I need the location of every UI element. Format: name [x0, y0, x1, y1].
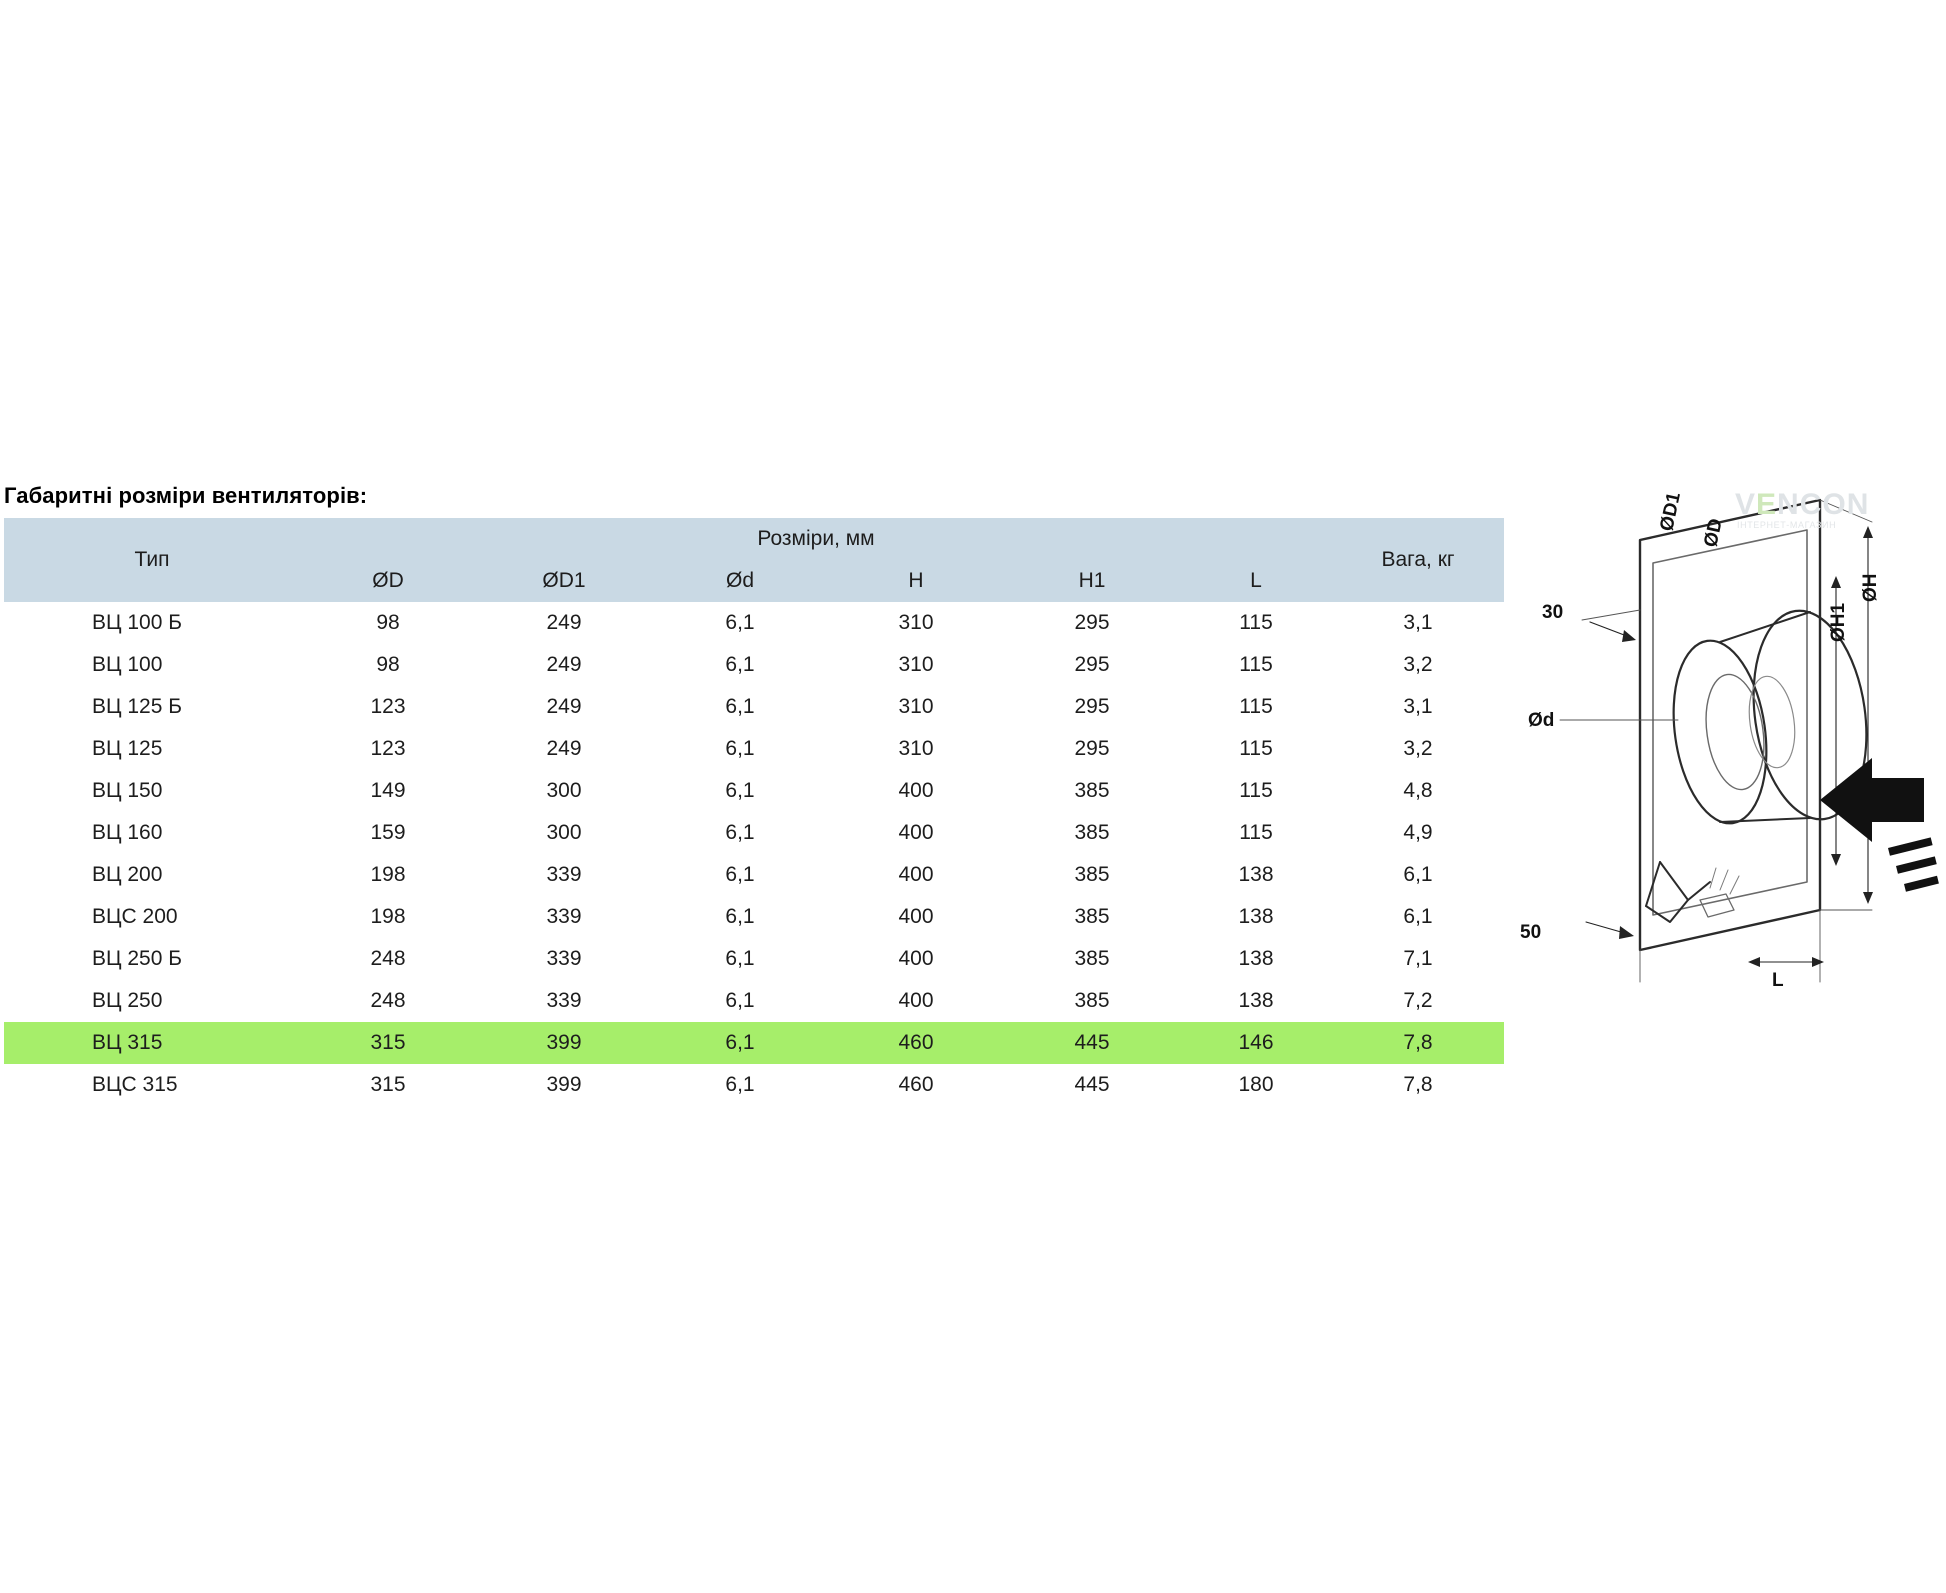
cell-dd: 6,1	[725, 779, 755, 802]
column-header-d: ØD	[300, 560, 476, 602]
table-row	[4, 1022, 1504, 1064]
table-row	[4, 854, 1504, 896]
cell-d1: 339	[546, 989, 582, 1012]
cell-l: 138	[1238, 905, 1274, 928]
drawing-label-h1: ØH1	[1828, 602, 1849, 642]
cell-dd: 6,1	[725, 989, 755, 1012]
cell-weight: 4,8	[1403, 779, 1433, 802]
brand-watermark-subtitle: ІНТЕРНЕТ-МАГАЗИН	[1737, 520, 1837, 530]
cell-d1: 399	[546, 1073, 582, 1096]
cell-d1: 339	[546, 863, 582, 886]
watermark-text-before: V	[1735, 488, 1757, 521]
cell-weight: 6,1	[1403, 863, 1433, 886]
table-row	[4, 980, 1504, 1022]
cell-h1: 385	[1074, 989, 1110, 1012]
cell-dd: 6,1	[652, 1022, 828, 1064]
cell-weight: 6,1	[1403, 905, 1433, 928]
cell-h1: 295	[1074, 695, 1110, 718]
dimensions-table	[4, 518, 1504, 1106]
cell-h: 310	[898, 737, 934, 760]
cell-d: 198	[370, 863, 406, 886]
cell-h1: 385	[1074, 821, 1110, 844]
drawing-label-dd: Ød	[1528, 710, 1555, 731]
cell-type: ВЦ 315	[4, 1022, 300, 1064]
cell-dd: 6,1	[725, 737, 755, 760]
drawing-label-l: L	[1772, 970, 1784, 991]
cell-dd: 6,1	[725, 695, 755, 718]
watermark-text-after: NCON	[1777, 488, 1870, 521]
column-header-h1: H1	[1004, 560, 1180, 602]
drawing-label-50: 50	[1520, 922, 1542, 943]
column-header-dd: Ød	[652, 560, 828, 602]
cell-d: 123	[370, 695, 406, 718]
cell-type: ВЦ 100	[92, 653, 163, 676]
cell-d: 248	[370, 947, 406, 970]
cell-h: 400	[898, 779, 934, 802]
cell-h1: 385	[1074, 863, 1110, 886]
cell-h1: 295	[1074, 737, 1110, 760]
cell-weight: 3,1	[1403, 611, 1433, 634]
cell-weight: 7,8	[1403, 1073, 1433, 1096]
cell-l: 138	[1238, 947, 1274, 970]
cell-weight: 7,1	[1403, 947, 1433, 970]
cell-d: 315	[300, 1022, 476, 1064]
watermark-text-accent: E	[1756, 488, 1778, 521]
table-body	[4, 602, 1504, 1106]
cell-d1: 249	[546, 611, 582, 634]
cell-type: ВЦС 315	[92, 1073, 178, 1096]
cell-d1: 300	[546, 779, 582, 802]
cell-d1: 339	[546, 947, 582, 970]
cell-type: ВЦС 200	[92, 905, 178, 928]
cell-h: 310	[898, 653, 934, 676]
cell-d: 98	[376, 653, 400, 676]
cell-l: 138	[1238, 863, 1274, 886]
cell-dd: 6,1	[725, 947, 755, 970]
table-row	[4, 896, 1504, 938]
table-row	[4, 686, 1504, 728]
cell-weight: 3,2	[1403, 653, 1433, 676]
cell-type: ВЦ 125	[92, 737, 163, 760]
cell-type: ВЦ 160	[92, 821, 163, 844]
cell-d: 248	[370, 989, 406, 1012]
cell-d: 149	[370, 779, 406, 802]
cell-l: 115	[1239, 653, 1273, 676]
cell-weight: 3,1	[1403, 695, 1433, 718]
table-row	[4, 602, 1504, 644]
cell-h: 310	[898, 611, 934, 634]
cell-l: 180	[1238, 1073, 1274, 1096]
cell-dd: 6,1	[725, 611, 755, 634]
cell-weight: 7,8	[1332, 1022, 1504, 1064]
cell-h1: 295	[1074, 611, 1110, 634]
cell-l: 146	[1180, 1022, 1332, 1064]
cell-d1: 399	[476, 1022, 652, 1064]
cell-h: 460	[898, 1073, 934, 1096]
drawing-label-30: 30	[1542, 602, 1564, 623]
column-header-h: H	[828, 560, 1004, 602]
cell-dd: 6,1	[725, 821, 755, 844]
cell-d1: 249	[546, 695, 582, 718]
table-row	[4, 770, 1504, 812]
cell-type: ВЦ 125 Б	[92, 695, 183, 718]
cell-l: 138	[1238, 989, 1274, 1012]
column-header-weight: Вага, кг	[1332, 518, 1504, 602]
cell-d: 98	[376, 611, 400, 634]
brand-watermark	[1735, 488, 1869, 522]
cell-d1: 300	[546, 821, 582, 844]
table-row	[4, 644, 1504, 686]
table-row	[4, 812, 1504, 854]
cell-type: ВЦ 200	[92, 863, 163, 886]
cell-h1: 295	[1074, 653, 1110, 676]
drawing-label-d: ØD	[1700, 516, 1727, 550]
cell-h: 400	[898, 821, 934, 844]
cell-d1: 339	[546, 905, 582, 928]
drawing-svg	[1520, 470, 1940, 1090]
cell-weight: 4,9	[1403, 821, 1433, 844]
cell-d: 159	[370, 821, 406, 844]
cell-dd: 6,1	[725, 863, 755, 886]
page-title: Габаритні розміри вентиляторів:	[4, 483, 368, 508]
cell-type: ВЦ 250	[92, 989, 163, 1012]
cell-d1: 249	[546, 653, 582, 676]
column-header-d1: ØD1	[476, 560, 652, 602]
table-row	[4, 728, 1504, 770]
cell-type: ВЦ 100 Б	[92, 611, 183, 634]
cell-d1: 249	[546, 737, 582, 760]
cell-d: 123	[370, 737, 406, 760]
cell-h1: 445	[1004, 1022, 1180, 1064]
table-row	[4, 1064, 1504, 1106]
drawing-label-d1: ØD1	[1656, 490, 1686, 534]
drawing-label-h: ØH	[1860, 573, 1881, 602]
cell-h1: 385	[1074, 947, 1110, 970]
cell-type: ВЦ 150	[92, 779, 163, 802]
cell-l: 115	[1239, 821, 1273, 844]
product-dimension-drawing	[1520, 470, 1940, 1090]
cell-h: 460	[828, 1022, 1004, 1064]
cell-weight: 7,2	[1403, 989, 1433, 1012]
cell-h: 310	[898, 695, 934, 718]
cell-dd: 6,1	[725, 653, 755, 676]
cell-l: 115	[1239, 779, 1273, 802]
cell-l: 115	[1239, 611, 1273, 634]
cell-dd: 6,1	[725, 905, 755, 928]
column-header-type: Тип	[4, 518, 300, 602]
cell-type: ВЦ 250 Б	[92, 947, 183, 970]
cell-h: 400	[898, 863, 934, 886]
cell-dd: 6,1	[725, 1073, 755, 1096]
cell-l: 115	[1239, 695, 1273, 718]
cell-weight: 3,2	[1403, 737, 1433, 760]
dimensions-table-wrapper	[4, 518, 1504, 1106]
cell-d: 315	[370, 1073, 406, 1096]
cell-h: 400	[898, 947, 934, 970]
table-row	[4, 938, 1504, 980]
cell-d: 198	[370, 905, 406, 928]
column-header-group-dimensions: Розміри, мм	[300, 518, 1332, 560]
column-header-l: L	[1180, 560, 1332, 602]
cell-h1: 385	[1074, 779, 1110, 802]
cell-h1: 385	[1074, 905, 1110, 928]
table-header-row-top	[4, 518, 1504, 560]
cell-h: 400	[898, 905, 934, 928]
cell-l: 115	[1239, 737, 1273, 760]
cell-h1: 445	[1074, 1073, 1110, 1096]
cell-h: 400	[898, 989, 934, 1012]
